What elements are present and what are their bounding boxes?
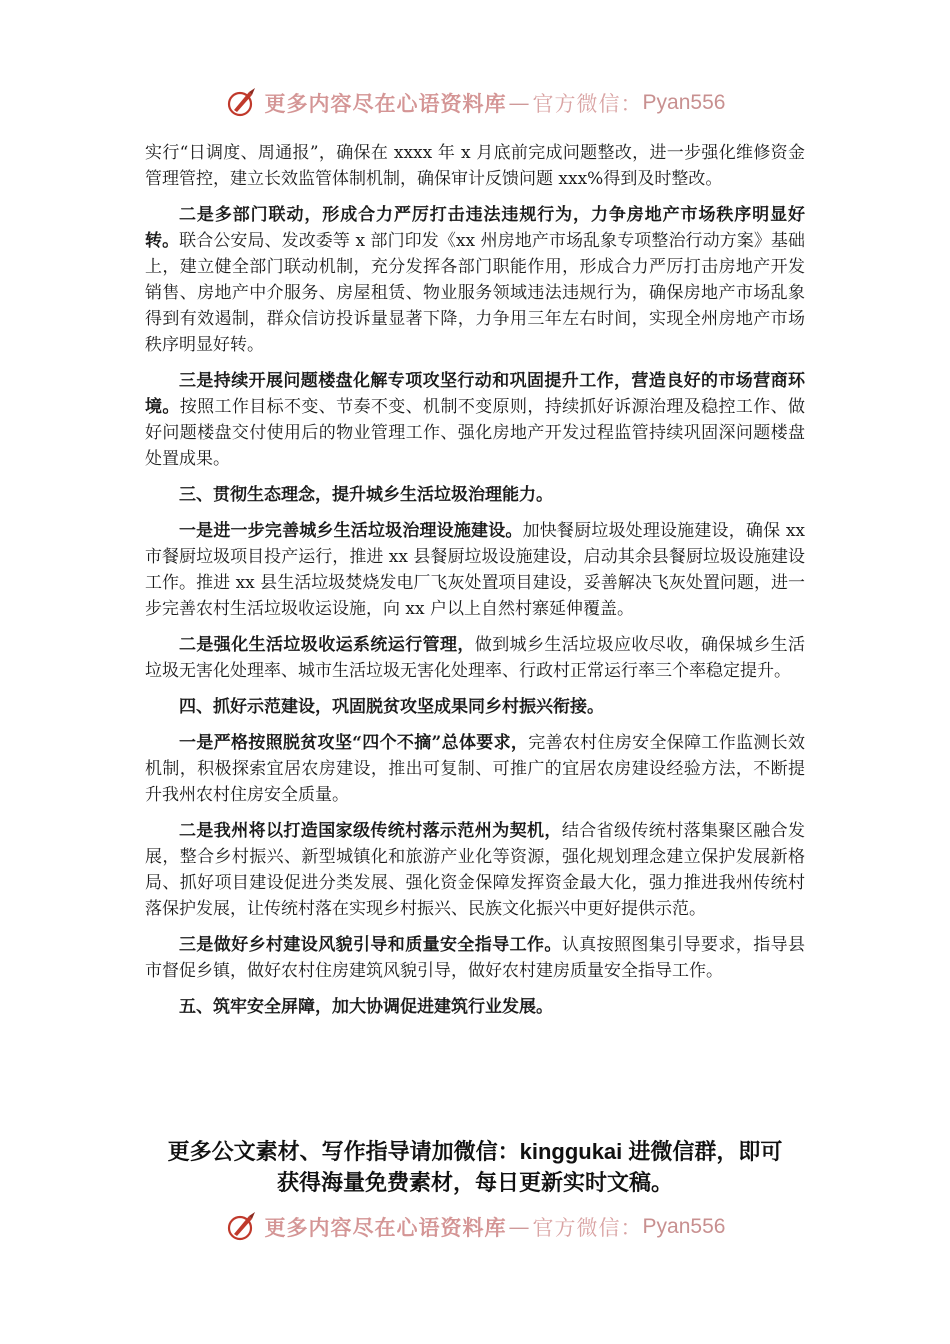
- paragraph-1: 实行“日调度、周通报”，确保在 xxxx 年 x 月底前完成问题整改，进一步强化维修资金管理管控，建立长效监管体制机制，确保审计反馈问题 xxx%得到及时整改。: [145, 143, 805, 189]
- paragraph-4: [145, 518, 805, 622]
- paragraph-3-body: 按照工作目标不变、节奏不变、机制不变原则，持续抓好诉源治理及稳控工作、做好问题楼盘交付使用后的物业管理工作、强化房地产开发过程监管持续巩固深问题楼盘处置成果。: [145, 397, 806, 469]
- watermark-separator: —: [508, 91, 531, 115]
- watermark-brand: 更多内容尽在心语资料库: [264, 91, 507, 116]
- paragraph-7: [145, 818, 805, 922]
- paragraph-5-body: 做到城乡生活垃圾应收尽收，确保城乡生活垃圾无害化处理率、城市生活垃圾无害化处理率、行政村正常运行率三个率稳定提升。: [145, 635, 806, 681]
- paragraph-2-body: 联合公安局、发改委等 x 部门印发《xx 州房地产市场乱象专项整治行动方案》基础上，建立健全部门联动机制，充分发挥各部门职能作用，形成合力严厉打击房地产开发销售、房地产中介服务、房屋租赁、物业服务领域违法违规行为，确保房地产市场乱象得到有效遏制，群众信访投诉量显著下降，力争用三年左右时间，实现全州房地产市场秩序明显好转。: [145, 231, 806, 355]
- document-body: [145, 140, 805, 1030]
- paragraph-5: [145, 632, 805, 684]
- footer-watermark: [0, 1210, 950, 1244]
- paragraph-8: [145, 932, 805, 984]
- paragraph-8-body: 认真按照图集引导要求，指导县市督促乡镇，做好农村住房建筑风貌引导，做好农村建房质量安全指导工作。: [145, 935, 806, 981]
- section-heading-4: 四、抓好示范建设，巩固脱贫攻坚成果同乡村振兴衔接。: [179, 697, 604, 717]
- paragraph-6-body: 完善农村住房安全保障工作监测长效机制，积极探索宜居农房建设，推出可复制、可推广的宜居农房建设经验方法，不断提升我州农村住房安全质量。: [145, 733, 805, 805]
- watermark-wechat-id: Pyan556: [642, 91, 726, 114]
- paragraph-3-lead: 三是持续开展问题楼盘化解专项攻坚行动和巩固提升工作，营造良好的市场营商环境。: [145, 371, 805, 417]
- paragraph-6: [145, 730, 805, 808]
- quill-logo-icon: [225, 1210, 259, 1244]
- watermark-brand: 更多内容尽在心语资料库: [264, 1215, 507, 1240]
- watermark-separator: —: [508, 1215, 531, 1239]
- paragraph-6-lead: 一是严格按照脱贫攻坚“四个不摘”总体要求，: [179, 733, 529, 753]
- paragraph-7-lead: 二是我州将以打造国家级传统村落示范州为契机，: [179, 821, 562, 841]
- paragraph-2: [145, 202, 805, 358]
- paragraph-2-lead: 二是多部门联动，形成合力严厉打击违法违规行为，力争房地产市场秩序明显好转。: [145, 205, 805, 251]
- promo-banner: [150, 1136, 800, 1198]
- paragraph-4-body: 加快餐厨垃圾处理设施建设，确保 xx 市餐厨垃圾项目投产运行，推进 xx 县餐厨垃圾设施建设，启动其余县餐厨垃圾设施建设工作。推进 xx 县生活垃圾焚烧发电厂飞灰处置项目建设，妥善解决飞灰处置问题，进一步完善农村生活垃圾收运设施，向 xx 户以上自然村寨延伸覆盖。: [145, 521, 806, 619]
- paragraph-5-lead: 二是强化生活垃圾收运系统运行管理，: [179, 635, 475, 655]
- paragraph-4-lead: 一是进一步完善城乡生活垃圾治理设施建设。: [179, 521, 523, 541]
- promo-line-2: 获得海量免费素材，每日更新实时文稿。: [276, 1170, 673, 1195]
- paragraph-7-body: 结合省级传统村落集聚区融合发展，整合乡村振兴、新型城镇化和旅游产业化等资源，强化规划理念建立保护发展新格局、抓好项目建设促进分类发展、强化资金保障发挥资金最大化，强力推进我州传统村落保护发展，让传统村落在实现乡村振兴、民族文化振兴中更好提供示范。: [145, 821, 806, 919]
- header-watermark: [0, 86, 950, 120]
- watermark-text: 官方微信：: [532, 1216, 643, 1240]
- promo-line-1: 更多公文素材、写作指导请加微信：kinggukai 进微信群，即可: [167, 1139, 783, 1164]
- section-heading-5: 五、筑牢安全屏障，加大协调促进建筑行业发展。: [179, 997, 553, 1017]
- quill-logo-icon: [225, 86, 259, 120]
- section-heading-3: 三、贯彻生态理念，提升城乡生活垃圾治理能力。: [179, 485, 553, 505]
- watermark-text: 官方微信：: [532, 92, 643, 116]
- paragraph-3: [145, 368, 805, 472]
- paragraph-8-lead: 三是做好乡村建设风貌引导和质量安全指导工作。: [179, 935, 562, 955]
- watermark-wechat-id: Pyan556: [642, 1215, 726, 1238]
